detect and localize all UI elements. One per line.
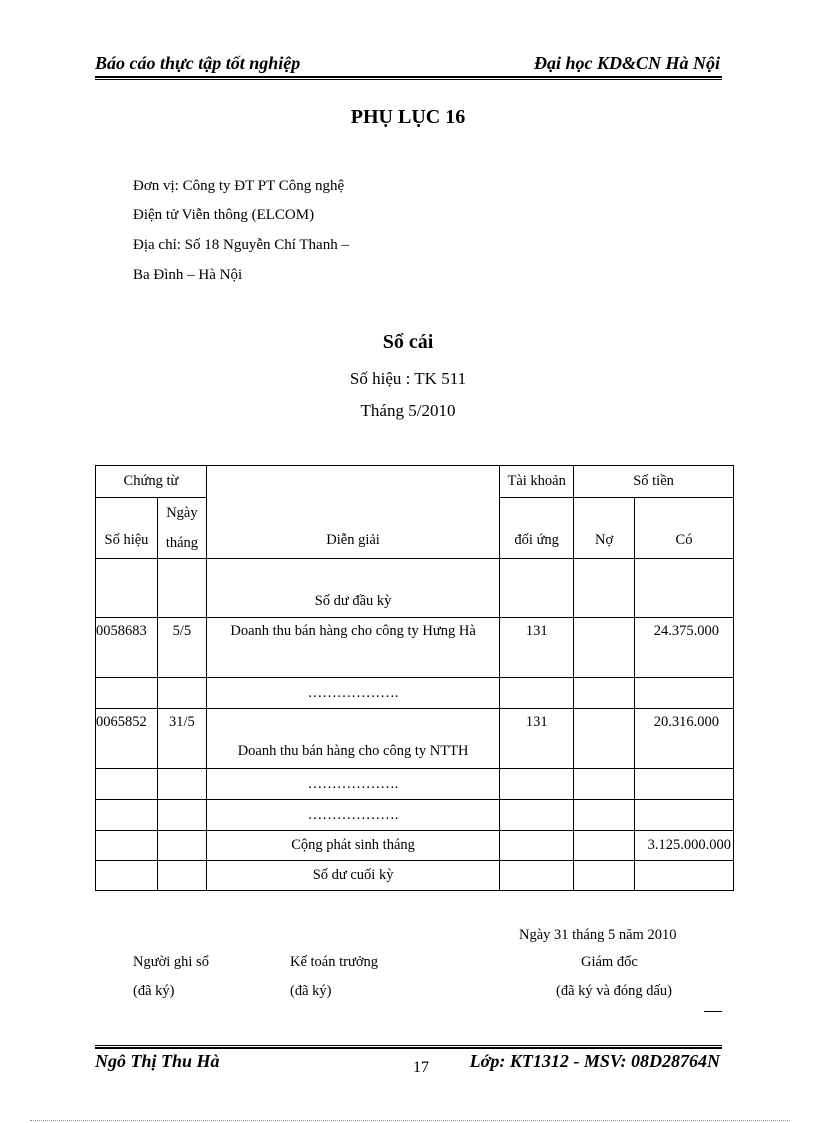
row2-date: 31/5 [157, 709, 206, 769]
account-header-top: Tài khoản [500, 466, 574, 498]
ledger-table [95, 465, 734, 891]
dots-row-3: ………………. [206, 800, 499, 831]
table-row [96, 678, 734, 709]
ledger-title: Sổ cái [382, 331, 434, 353]
company-line-3: Địa chỉ: Số 18 Nguyễn Chí Thanh – [133, 237, 349, 253]
header-right: Đại học KD&CN Hà Nội [533, 53, 720, 73]
total-row [96, 831, 734, 861]
company-line-4: Ba Đình – Hà Nội [133, 267, 243, 283]
chief-signed: (đã ký) [290, 983, 332, 999]
company-line-2: Điện tử Viễn thông (ELCOM) [133, 207, 315, 223]
amount-header: Số tiền [574, 466, 734, 498]
ledger-period: Tháng 5/2010 [360, 401, 456, 420]
chief-title: Kế toán trưởng [290, 954, 379, 970]
page-bottom-border [30, 1120, 790, 1121]
dots-row-2: ………………. [206, 769, 499, 800]
table-row [96, 709, 734, 769]
row2-account: 131 [500, 709, 574, 769]
row1-credit: 24.375.000 [634, 618, 733, 678]
footer-rule [95, 1045, 722, 1049]
company-line-1: Đơn vị: Công ty ĐT PT Công nghệ [133, 178, 345, 194]
total-label: Cộng phát sinh tháng [206, 831, 499, 861]
director-signed: (đã ký và đóng dấu) [556, 983, 672, 999]
closing-row [96, 861, 734, 891]
number-header: Số hiệu [96, 498, 158, 559]
recorder-signed: (đã ký) [133, 983, 175, 999]
footer-author: Ngô Thị Thu Hà [95, 1051, 220, 1071]
credit-header: Có [634, 498, 733, 559]
dots-row-1: ………………. [206, 678, 499, 709]
total-credit: 3.125.000.000 [634, 831, 733, 861]
closing-label: Số dư cuối kỳ [206, 861, 499, 891]
recorder-title: Người ghi sổ [133, 954, 209, 970]
page-title: PHỤ LỤC 16 [350, 106, 466, 128]
table-row [96, 800, 734, 831]
account-header-bottom: đối ứng [500, 498, 574, 559]
opening-row [96, 559, 734, 618]
row1-date: 5/5 [157, 618, 206, 678]
header-left: Báo cáo thực tập tốt nghiệp [95, 53, 301, 73]
ledger-account: Số hiệu : TK 511 [349, 369, 467, 388]
signature-dash [704, 1011, 722, 1012]
page-number: 17 [413, 1059, 429, 1076]
date-header-line-2: tháng [165, 535, 199, 551]
date-header-line-1: Ngày [166, 505, 198, 521]
opening-label: Số dư đầu kỳ [206, 559, 499, 618]
row1-account: 131 [500, 618, 574, 678]
table-row [96, 618, 734, 678]
voucher-header: Chứng từ [96, 466, 207, 498]
signature-date: Ngày 31 tháng 5 năm 2010 [519, 927, 677, 943]
row2-number: 0065852 [96, 709, 158, 769]
debit-header: Nợ [574, 498, 635, 559]
header-rule [95, 76, 722, 80]
table-row [96, 769, 734, 800]
header-row-1 [96, 466, 734, 498]
director-title: Giám đốc [581, 954, 638, 970]
row1-number: 0058683 [96, 618, 158, 678]
row1-description: Doanh thu bán hàng cho công ty Hưng Hà [206, 618, 499, 678]
row2-description: Doanh thu bán hàng cho công ty NTTH [206, 709, 499, 769]
footer-class-info: Lớp: KT1312 - MSV: 08D28764N [469, 1051, 720, 1071]
row2-credit: 20.316.000 [634, 709, 733, 769]
description-header: Diễn giải [206, 466, 499, 559]
date-header [157, 498, 206, 559]
